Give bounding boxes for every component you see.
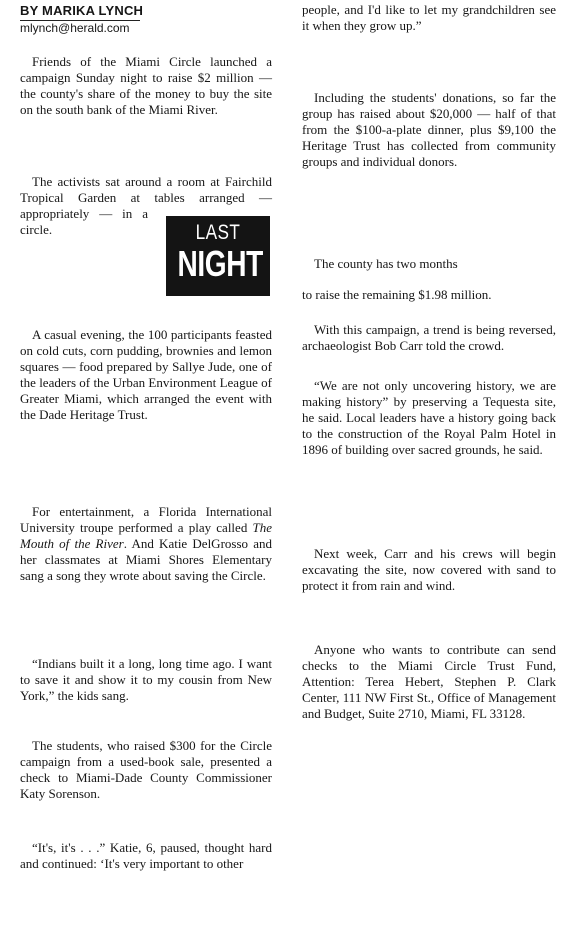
- right-paragraph-3: The county has two months: [314, 256, 458, 271]
- right-paragraph-6: “We are not only uncovering history, we are making history” by preserving a Tequesta site, he said. Local leaders have a history going back to the construction of the Royal Palm Hotel in 1896 of building over sacred grounds, he said.: [302, 378, 556, 457]
- paragraph-7: “It's, it's . . .” Katie, 6, paused, thought hard and continued: ‘It's very important to other: [20, 840, 272, 871]
- right-paragraph-5: With this campaign, a trend is being reversed, archaeologist Bob Carr told the crowd.: [302, 322, 556, 353]
- right-paragraph-2: Including the students' donations, so far the group has raised about $20,000 — half of that from the $100-a-plate dinner, plus $9,100 the Heritage Trust has collected from community groups and individual donors.: [302, 90, 556, 169]
- play-title: The Mouth of the River: [20, 520, 272, 551]
- paragraph-2-text: The activists sat around a room at Fairchild Tropical Garden at tables arranged — appropriately — in a circle.: [20, 174, 272, 237]
- graphic-line-2: NIGHT: [177, 243, 263, 284]
- last-night-graphic: [166, 216, 270, 296]
- author-email: mlynch@herald.com: [20, 21, 130, 35]
- right-paragraph-1: people, and I'd like to let my grandchildren see it when they grow up.”: [302, 2, 556, 33]
- right-paragraph-4: to raise the remaining $1.98 million.: [302, 287, 492, 302]
- paragraph-5: “Indians built it a long, long time ago. I want to save it and show it to my cousin from New York,” the kids sang.: [20, 656, 272, 703]
- graphic-line-1: LAST: [195, 221, 241, 244]
- paragraph-1: Friends of the Miami Circle launched a campaign Sunday night to raise $2 million — the county's share of the money to buy the site on the south bank of the Miami River.: [20, 54, 272, 117]
- paragraph-4-text-b: . And Katie DelGrosso and her classmates at Miami Shores Elementary sang a song they wrote about saving the Circle.: [20, 536, 272, 583]
- right-paragraph-7: Next week, Carr and his crews will begin excavating the site, now covered with sand to protect it from rain and wind.: [302, 546, 556, 593]
- paragraph-3: A casual evening, the 100 participants feasted on cold cuts, corn pudding, brownies and lemon squares — food prepared by Sallye Jude, one of the leaders of the Urban Environment League of Greater Miami, which arranged the event with the Dade Heritage Trust.: [20, 327, 272, 422]
- paragraph-6: The students, who raised $300 for the Circle campaign from a used-book sale, presented a check to Miami-Dade County Commissioner Katy Sorenson.: [20, 738, 272, 801]
- paragraph-4: [20, 504, 272, 584]
- byline: BY MARIKA LYNCH: [20, 3, 144, 18]
- right-paragraph-8: Anyone who wants to contribute can send checks to the Miami Circle Trust Fund, Attention: Terea Hebert, Stephen P. Clark Center, 111 NW First St., Office of Management and Budget, Suite 2710, Miami, FL 33128.: [302, 642, 556, 721]
- paragraph-4-text-a: For entertainment, a Florida International University troupe performed a play called: [20, 504, 272, 535]
